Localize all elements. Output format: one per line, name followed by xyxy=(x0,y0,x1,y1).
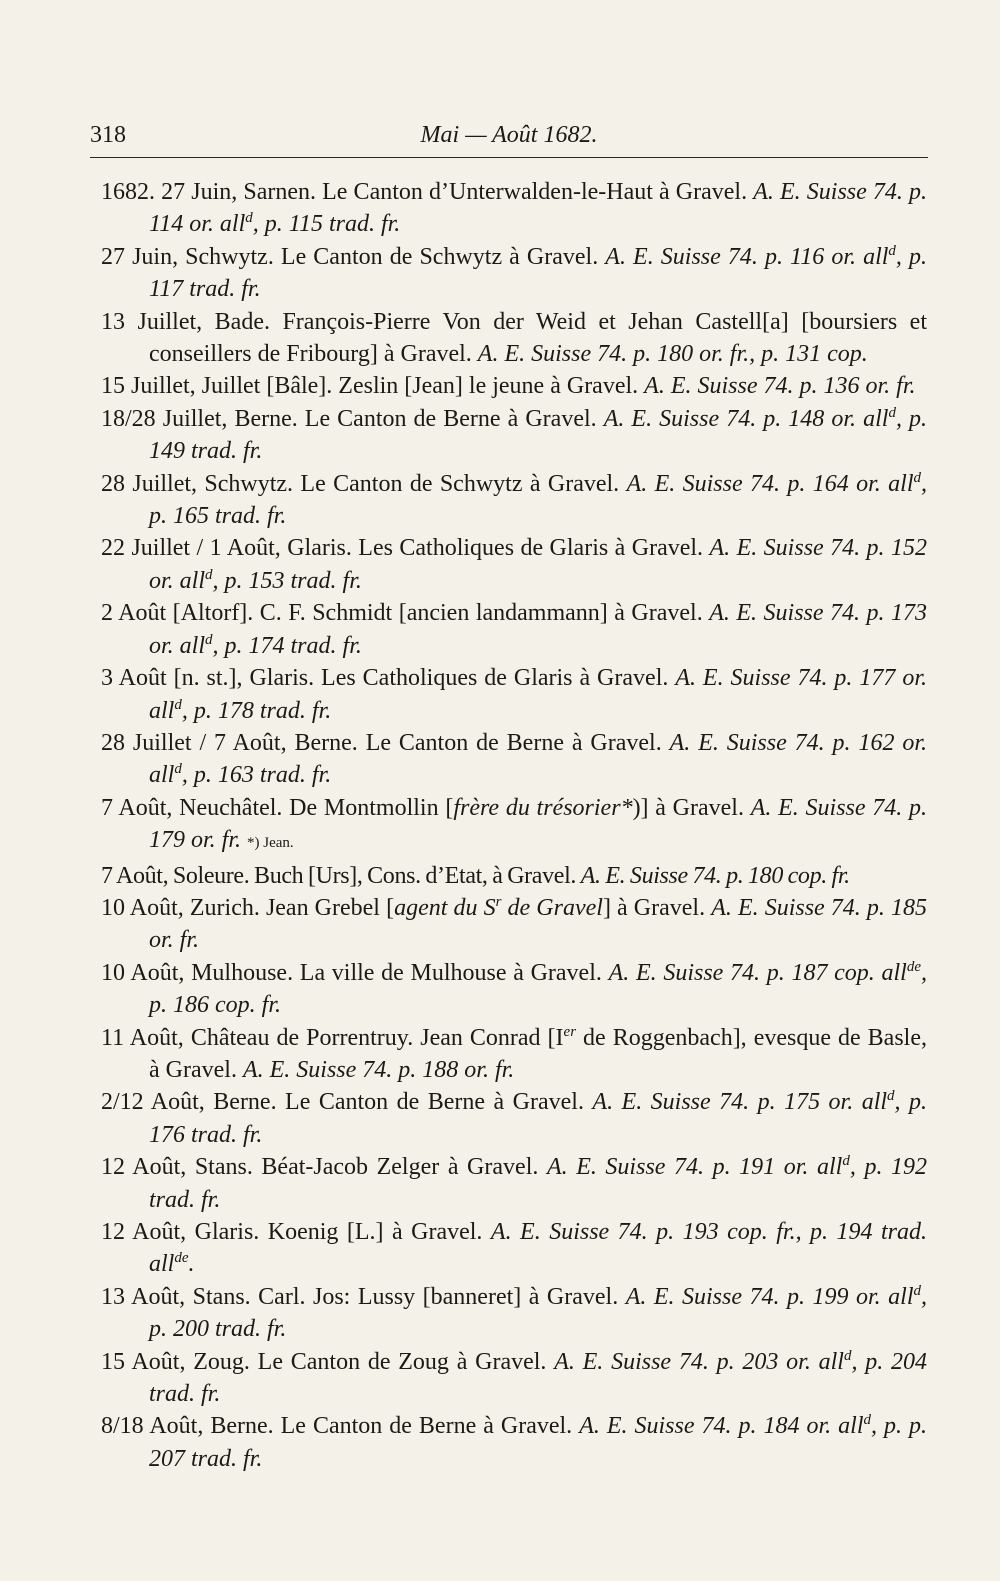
archive-reference: A. E. Suisse 74. p. 164 or. all xyxy=(626,470,914,497)
archive-reference: , p. 192 trad. fr. xyxy=(149,1154,928,1213)
archive-reference: , p. 149 trad. fr. xyxy=(149,405,928,465)
entry-item xyxy=(101,662,927,727)
entry-item xyxy=(101,468,927,533)
entry-text: de Roggenbach], evesque de Basle, à Gravel. xyxy=(149,1024,927,1083)
reference-superscript: d xyxy=(205,566,213,583)
reference-superscript: d xyxy=(205,631,213,648)
reference-superscript: d xyxy=(913,1282,921,1299)
footnote: *) Jean. xyxy=(247,835,294,852)
entry-item xyxy=(101,176,927,241)
archive-reference: A. E. Suisse 74. p. 184 or. all xyxy=(579,1413,864,1440)
archive-reference: A. E. Suisse 74. p. 177 or. all xyxy=(149,665,927,724)
reference-superscript: d xyxy=(888,242,896,259)
entry-text: 13 Août, Stans. Carl. Jos: Lussy [banneret] à Gravel. xyxy=(101,1283,619,1310)
reference-superscript: de xyxy=(906,958,922,975)
entry-item xyxy=(101,792,927,860)
archive-reference: , p. 163 trad. fr. xyxy=(181,762,332,789)
entry-item xyxy=(101,1022,927,1087)
archive-reference: A. E. Suisse 74. p. 179 or. fr. xyxy=(149,794,928,854)
entry-text: 10 Août, Mulhouse. La ville de Mulhouse à Gravel. xyxy=(101,959,602,986)
entry-item xyxy=(101,1086,927,1151)
entry-item xyxy=(101,1281,927,1346)
entry-text: 15 Août, Zoug. Le Canton de Zoug à Gravel. xyxy=(101,1348,547,1375)
archive-reference: A. E. Suisse 74. p. 114 or. all xyxy=(149,179,928,238)
header-rule xyxy=(90,157,928,158)
reference-superscript: de xyxy=(174,1250,189,1267)
entry-text: 28 Juillet / 7 Août, Berne. Le Canton de Berne à Gravel. xyxy=(101,729,662,756)
archive-reference: A. E. Suisse 74. p. 180 cop. fr. xyxy=(580,862,850,889)
entry-text: 27 Juin, Schwytz. Le Canton de Schwytz à Gravel. xyxy=(101,243,599,270)
archive-reference: A. E. Suisse 74. p. 191 or. all xyxy=(546,1154,843,1181)
entry-item xyxy=(101,1151,927,1216)
entry-text: 13 Juillet, Bade. François-Pierre Von der Weid et Jehan Castell[a] [boursiers et conseillers de Fribourg] à Gravel. xyxy=(101,308,927,368)
archive-reference: , p. 176 trad. fr. xyxy=(149,1089,928,1148)
archive-reference: , p. 186 cop. fr. xyxy=(149,959,928,1019)
entry-item xyxy=(101,370,927,402)
entry-text: 28 Juillet, Schwytz. Le Canton de Schwytz à Gravel. xyxy=(101,470,620,497)
archive-reference: A. E. Suisse 74. p. 162 or. all xyxy=(149,729,928,789)
entry-italic-note: agent du S xyxy=(394,894,496,921)
entry-item xyxy=(101,1410,927,1475)
entry-superscript: er xyxy=(563,1023,577,1040)
archive-reference: A. E. Suisse 74. p. 187 cop. all xyxy=(608,959,907,986)
archive-reference: , p. p. 207 trad. fr. xyxy=(149,1413,928,1472)
reference-superscript: d xyxy=(888,404,896,421)
archive-reference: A. E. Suisse 74. p. 188 or. fr. xyxy=(242,1056,515,1083)
entry-text: 18/28 Juillet, Berne. Le Canton de Berne à Gravel. xyxy=(101,405,597,432)
page-number: 318 xyxy=(90,122,126,148)
entry-item xyxy=(101,892,927,957)
entry-italic-note: de Gravel xyxy=(501,894,603,921)
reference-superscript: d xyxy=(913,469,921,486)
reference-superscript: d xyxy=(174,696,182,713)
entry-item xyxy=(101,957,927,1022)
archive-reference: . xyxy=(188,1251,195,1278)
entry-text: 10 Août, Zurich. Jean Grebel [ xyxy=(101,894,395,921)
archive-reference: , p. 204 trad. fr. xyxy=(149,1348,927,1408)
entry-italic-note: frère du trésorier xyxy=(453,794,621,821)
archive-reference: A. E. Suisse 74. p. 193 cop. fr., p. 194 trad. all xyxy=(149,1219,928,1278)
archive-reference: A. E. Suisse 74. p. 199 or. all xyxy=(625,1283,914,1310)
archive-reference: , p. 115 trad. fr. xyxy=(252,211,401,238)
archive-reference: , p. 153 trad. fr. xyxy=(212,567,362,594)
archive-reference: A. E. Suisse 74. p. 180 or. fr., p. 131 cop. xyxy=(477,341,868,368)
entry-text: 7 Août, Neuchâtel. De Montmollin [ xyxy=(101,794,454,821)
footnote-marker: * xyxy=(620,794,633,821)
archive-reference: , p. 117 trad. fr. xyxy=(149,243,928,303)
entry-text: 11 Août, Château de Porrentruy. Jean Conrad [I xyxy=(101,1024,564,1051)
reference-superscript: d xyxy=(887,1088,895,1105)
reference-superscript: d xyxy=(245,210,253,227)
archive-reference: A. E. Suisse 74. p. 185 or. fr. xyxy=(149,894,927,954)
entry-superscript: r xyxy=(495,893,502,910)
entry-item xyxy=(101,241,927,306)
entry-text: 7 Août, Soleure. Buch [Urs], Cons. d’Etat, à Gravel. xyxy=(101,862,577,889)
running-head xyxy=(90,118,928,158)
page-title: Mai — Août 1682. xyxy=(420,122,598,148)
reference-superscript: d xyxy=(842,1153,850,1170)
archive-reference: , p. 200 trad. fr. xyxy=(149,1283,927,1343)
entry-text: 2/12 Août, Berne. Le Canton de Berne à Gravel. xyxy=(101,1089,584,1116)
entry-text: ] à Gravel. xyxy=(602,894,706,921)
archive-reference: A. E. Suisse 74. p. 173 or. all xyxy=(149,600,928,659)
entry-item xyxy=(101,860,927,892)
entry-text: 12 Août, Glaris. Koenig [L.] à Gravel. xyxy=(101,1219,483,1245)
archive-reference: , p. 165 trad. fr. xyxy=(149,470,927,530)
entry-list xyxy=(101,176,927,1475)
entry-text: 3 Août [n. st.], Glaris. Les Catholiques de Glaris à Gravel. xyxy=(101,665,669,692)
archive-reference: A. E. Suisse 74. p. 203 or. all xyxy=(554,1348,844,1375)
entry-item xyxy=(101,1346,927,1411)
entry-text: 2 Août [Altorf]. C. F. Schmidt [ancien landammann] à Gravel. xyxy=(101,600,703,627)
entry-item xyxy=(101,597,927,662)
archive-reference: A. E. Suisse 74. p. 116 or. all xyxy=(605,243,889,270)
entry-item xyxy=(101,532,927,597)
entry-item xyxy=(101,306,927,371)
reference-superscript: d xyxy=(843,1347,852,1364)
entry-text: 12 Août, Stans. Béat-Jacob Zelger à Gravel. xyxy=(101,1154,539,1181)
entry-text: 27 Juin, Sarnen. Le Canton d’Unterwalden-le-Haut à Gravel. xyxy=(161,179,748,205)
archive-reference: A. E. Suisse 74. p. 175 or. all xyxy=(592,1089,888,1116)
archive-reference: A. E. Suisse 74. p. 152 or. all xyxy=(149,535,927,594)
entry-text: )] à Gravel. xyxy=(632,794,744,821)
archive-reference: , p. 178 trad. fr. xyxy=(181,697,332,724)
archive-reference: A. E. Suisse 74. p. 148 or. all xyxy=(603,405,889,432)
entry-text: 15 Juillet, Juillet [Bâle]. Zeslin [Jean] le jeune à Gravel. xyxy=(101,373,639,400)
entry-item xyxy=(101,403,927,468)
archive-reference: A. E. Suisse 74. p. 136 or. fr. xyxy=(644,373,916,400)
archive-reference: , p. 174 trad. fr. xyxy=(212,632,362,659)
reference-superscript: d xyxy=(863,1412,872,1429)
entry-text: 22 Juillet / 1 Août, Glaris. Les Catholiques de Glaris à Gravel. xyxy=(101,535,704,562)
reference-superscript: d xyxy=(174,761,182,778)
entry-year: 1682. xyxy=(101,179,155,205)
entry-item xyxy=(101,727,927,792)
entry-item xyxy=(101,1216,927,1281)
entry-text: 8/18 Août, Berne. Le Canton de Berne à Gravel. xyxy=(101,1413,573,1440)
